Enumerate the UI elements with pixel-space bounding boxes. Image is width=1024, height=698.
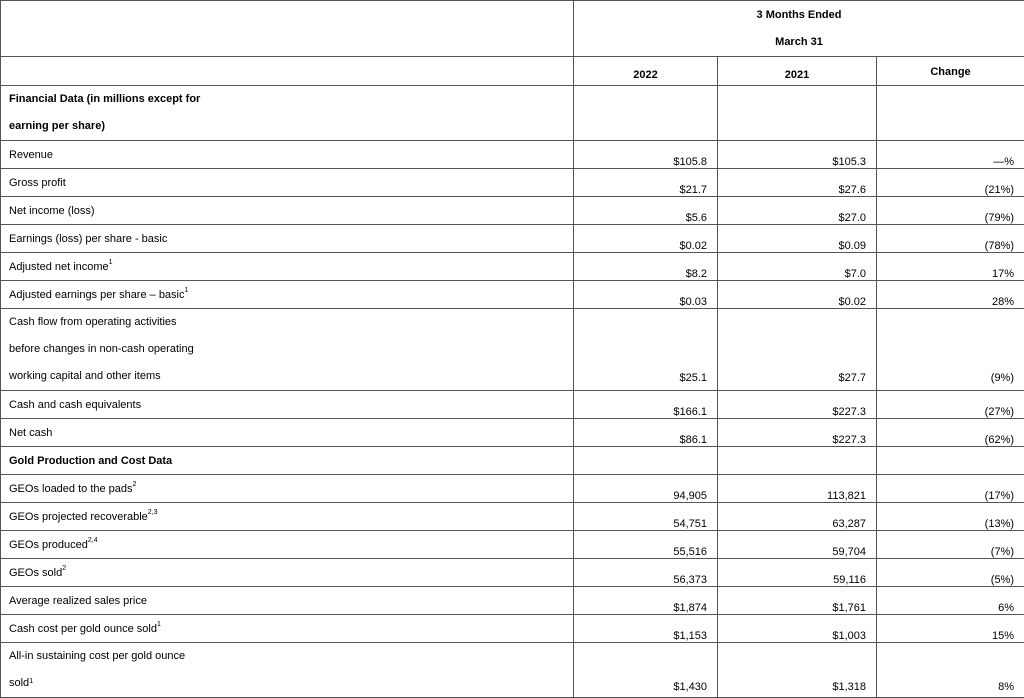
value-2022: $1,874 [574, 587, 718, 615]
table-row [1, 615, 1024, 643]
value-2021: $1,761 [718, 587, 877, 615]
footnote-ref: 1 [29, 678, 33, 685]
value-2022: $86.1 [574, 419, 718, 447]
value-2021: $1,003 [718, 615, 877, 643]
value-2021: 59,704 [718, 531, 877, 559]
table-row [1, 419, 1024, 447]
value-change: 17% [877, 253, 1024, 281]
value-2021: $227.3 [718, 391, 877, 419]
table-row [1, 643, 1024, 698]
value-2022: $25.1 [574, 309, 718, 391]
value-2021: 113,821 [718, 475, 877, 503]
value-change: (62%) [877, 419, 1024, 447]
value-change: (13%) [877, 503, 1024, 531]
table-row [1, 141, 1024, 169]
value-2022: $21.7 [574, 169, 718, 197]
value-2022: $105.8 [574, 141, 718, 169]
value-2022: 55,516 [574, 531, 718, 559]
value-2021: $27.0 [718, 197, 877, 225]
row-label: Cash flow from operating activities before changes in non-cash operating working capital and other items [1, 309, 574, 391]
table-row [1, 253, 1024, 281]
value-change: 6% [877, 587, 1024, 615]
value-2022: $0.02 [574, 225, 718, 253]
row-label: Gross profit [1, 169, 574, 197]
footnote-ref: 1 [157, 621, 161, 628]
period-line1: 3 Months Ended [578, 2, 1020, 29]
value-2021: $0.09 [718, 225, 877, 253]
footnote-ref: 1 [109, 259, 113, 266]
section-gold-row [1, 447, 1024, 475]
table-row [1, 281, 1024, 309]
table-row [1, 587, 1024, 615]
row-label: Net income (loss) [1, 197, 574, 225]
footnote-ref: 2,3 [148, 509, 158, 516]
value-2022: $8.2 [574, 253, 718, 281]
footnote-ref: 2 [133, 481, 137, 488]
col-change-header: Change [877, 57, 1024, 86]
col-2022-header: 2022 [574, 57, 718, 86]
row-label: GEOs produced$^{2,4}$ [1, 531, 574, 559]
row-label: Net cash [1, 419, 574, 447]
value-2021: $7.0 [718, 253, 877, 281]
value-2022: 56,373 [574, 559, 718, 587]
value-2022: 54,751 [574, 503, 718, 531]
table-row [1, 531, 1024, 559]
table-row [1, 503, 1024, 531]
table-row [1, 559, 1024, 587]
row-label: Adjusted net income$^1$ [1, 253, 574, 281]
value-change: —% [877, 141, 1024, 169]
table-row [1, 169, 1024, 197]
table-row [1, 391, 1024, 419]
value-2021: $27.7 [718, 309, 877, 391]
col-2021-header: 2021 [718, 57, 877, 86]
footnote-ref: 2 [62, 565, 66, 572]
header-period-row [1, 1, 1024, 57]
period-line2: March 31 [578, 29, 1020, 56]
value-2021: $1,318 [718, 643, 877, 698]
value-2021: $27.6 [718, 169, 877, 197]
value-2021: $0.02 [718, 281, 877, 309]
row-label: Average realized sales price [1, 587, 574, 615]
section-financial-title: Financial Data (in millions except for earning per share) [1, 86, 574, 141]
row-label: Cash and cash equivalents [1, 391, 574, 419]
value-change: 15% [877, 615, 1024, 643]
row-label: Earnings (loss) per share - basic [1, 225, 574, 253]
value-2022: $166.1 [574, 391, 718, 419]
value-change: (78%) [877, 225, 1024, 253]
table-row [1, 475, 1024, 503]
value-change: (17%) [877, 475, 1024, 503]
value-change: (5%) [877, 559, 1024, 587]
value-2022: $0.03 [574, 281, 718, 309]
row-label: Adjusted earnings per share – basic$^1$ [1, 281, 574, 309]
value-change: (9%) [877, 309, 1024, 391]
value-2021: 59,116 [718, 559, 877, 587]
value-change: (7%) [877, 531, 1024, 559]
table-row [1, 225, 1024, 253]
row-label: GEOs sold$^2$ [1, 559, 574, 587]
row-label: All-in sustaining cost per gold ounce sold$^1$ [1, 643, 574, 698]
value-2022: $1,430 [574, 643, 718, 698]
row-label: Cash cost per gold ounce sold$^1$ [1, 615, 574, 643]
footnote-ref: 1 [185, 287, 189, 294]
row-label: Revenue [1, 141, 574, 169]
value-2022: 94,905 [574, 475, 718, 503]
section-financial-row [1, 86, 1024, 141]
value-change: (27%) [877, 391, 1024, 419]
value-2022: $5.6 [574, 197, 718, 225]
table-row [1, 309, 1024, 391]
value-change: 28% [877, 281, 1024, 309]
row-label: GEOs loaded to the pads$^2$ [1, 475, 574, 503]
value-2021: $227.3 [718, 419, 877, 447]
value-2021: 63,287 [718, 503, 877, 531]
value-change: 8% [877, 643, 1024, 698]
value-2021: $105.3 [718, 141, 877, 169]
value-change: (21%) [877, 169, 1024, 197]
footnote-ref: 2,4 [88, 537, 98, 544]
value-change: (79%) [877, 197, 1024, 225]
header-years-row [1, 57, 1024, 86]
section-gold-title: Gold Production and Cost Data [1, 447, 574, 475]
period-header [574, 1, 1024, 57]
value-2022: $1,153 [574, 615, 718, 643]
row-label: GEOs projected recoverable$^{2,3}$ [1, 503, 574, 531]
table-row [1, 197, 1024, 225]
